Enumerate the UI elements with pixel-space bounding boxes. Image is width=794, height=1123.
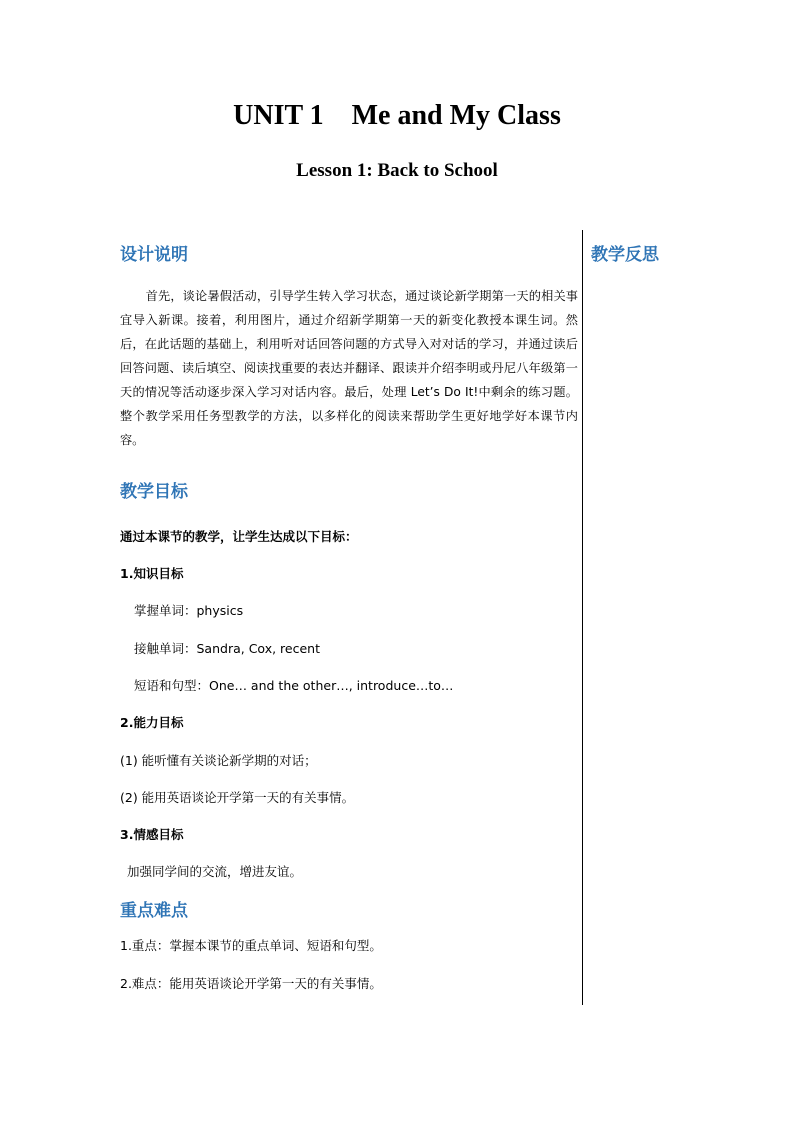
difficult-point: 2.难点：能用英语谈论开学第一天的有关事情。 <box>120 976 382 991</box>
ability-goal-title: 2.能力目标 <box>120 715 184 730</box>
ability-goal-2: (2) 能用英语谈论开学第一天的有关事情。 <box>120 790 355 805</box>
design-heading: 设计说明 <box>120 245 188 265</box>
goals-intro: 通过本课节的教学，让学生达成以下目标： <box>120 529 358 544</box>
reflection-heading: 教学反思 <box>591 245 659 265</box>
goals-heading: 教学目标 <box>120 482 188 502</box>
column-divider <box>582 230 583 1005</box>
phrases-and-sentences: 短语和句型：One… and the other…, introduce…to… <box>134 678 454 693</box>
page-title: UNIT 1 Me and My Class <box>233 100 561 131</box>
key-points-heading: 重点难点 <box>120 901 188 921</box>
master-words: 掌握单词：physics <box>134 603 244 618</box>
key-point: 1.重点：掌握本课节的重点单词、短语和句型。 <box>120 938 382 953</box>
contact-words: 接触单词：Sandra, Cox, recent <box>134 641 320 656</box>
knowledge-goal-title: 1.知识目标 <box>120 566 184 581</box>
emotion-goal-1: 加强同学间的交流，增进友谊。 <box>127 864 303 879</box>
design-paragraph: 首先，谈论暑假活动，引导学生转入学习状态，通过谈论新学期第一天的相关事宜导入新课。接着，利用图片，通过介绍新学期第一天的新变化教授本课生词。然后，在此话题的基础上，利用听对话回答问题的方式导入对对话的学习，并通过读后回答问题、读后填空、阅读找重要的表达并翻译、跟读并介绍李明或丹尼八年级第一天的情况等活动逐步深入学习对话内容。最后，处理 Let’s Do It!中剩余的练习题。整个教学采用任务型教学的方法，以多样化的阅读来帮助学生更好地学好本课节内容。 <box>120 289 578 447</box>
lesson-subtitle: Lesson 1: Back to School <box>296 160 498 181</box>
emotion-goal-title: 3.情感目标 <box>120 827 184 842</box>
ability-goal-1: (1) 能听懂有关谈论新学期的对话； <box>120 753 317 768</box>
